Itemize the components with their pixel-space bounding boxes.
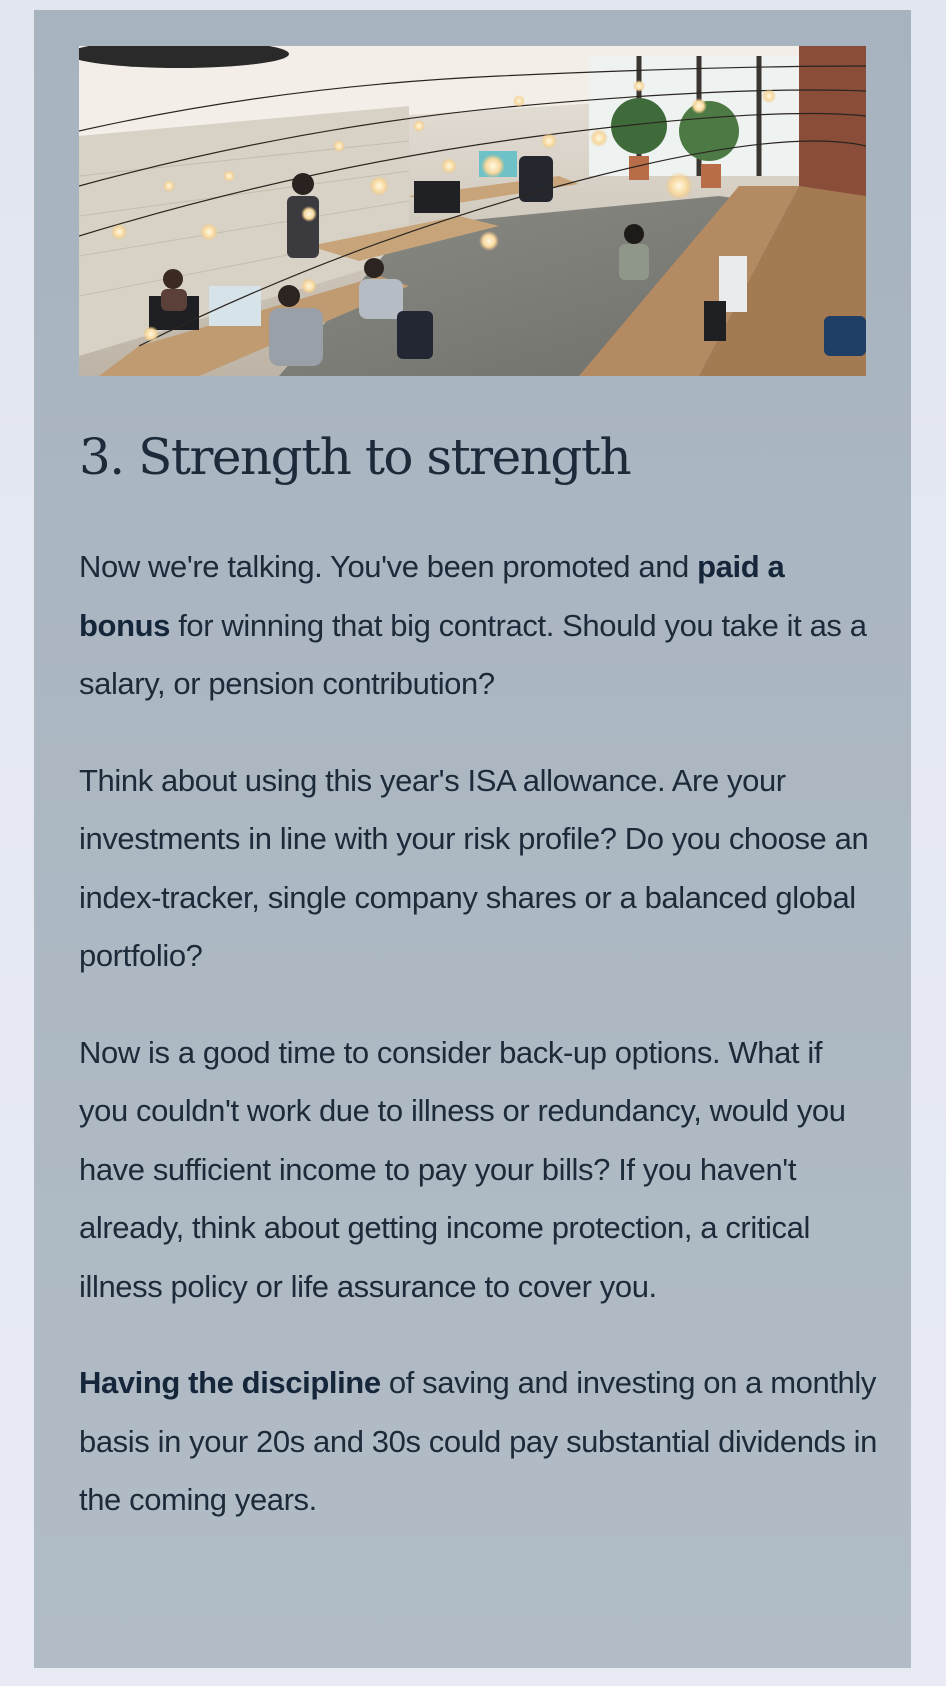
paragraph-bonus-emphasis: paid a bonus — [79, 549, 785, 643]
paragraph-discipline — [79, 1354, 879, 1530]
paragraph-bonus-text-end: for winning that big contract. Should you take it as a salary, or pension contribution? — [79, 607, 867, 701]
office-photo — [79, 46, 866, 376]
paragraph-backup-options-text: Now is a good time to consider back-up options. What if you couldn't work due to illness or redundancy, would you have sufficient income to pay your bills? If you haven't already, think about getting income protection, a critical illness policy or life assurance to cover you. — [79, 1034, 846, 1304]
article-card — [34, 10, 911, 1668]
article-body — [79, 538, 879, 1568]
paragraph-bonus — [79, 538, 879, 714]
paragraph-discipline-text: of saving and investing on a monthly basis in your 20s and 30s could pay substantial dividends in the coming years. — [79, 1365, 878, 1517]
paragraph-bonus-text: Now we're talking. You've been promoted and — [79, 549, 698, 584]
paragraph-discipline-emphasis: Having the discipline — [79, 1365, 381, 1400]
paragraph-isa-text: Think about using this year's ISA allowance. Are your investments in line with your risk profile? Do you choose an index-tracker, single company shares or a balanced global portfolio? — [79, 762, 869, 973]
paragraph-isa — [79, 752, 879, 986]
section-heading: 3. Strength to strength — [79, 428, 631, 486]
paragraph-backup-options — [79, 1024, 879, 1317]
office-photo-icon — [79, 46, 866, 376]
